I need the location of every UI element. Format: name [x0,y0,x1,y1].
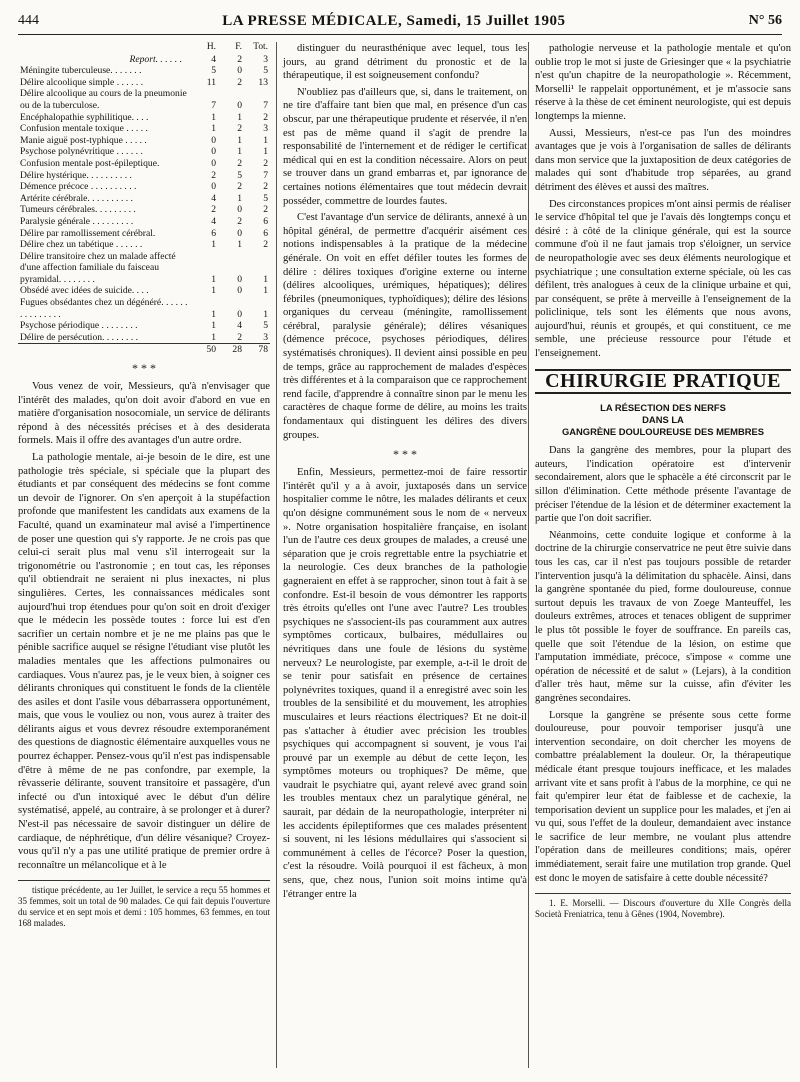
paragraph: C'est l'avantage d'un service de délirants, annexé à un hôpital général, de permettre d'acquérir aisément ces notions indispensables à la pratique de la médecine générale. On voit en effet défiler toutes les formes de délire : délires toxiques d'origine externe ou interne (délires alcooliques, urémiques, hépatiques); délires fébriles (pneumoniques, typhoïdiques); délire des lésions organiques du cerveau (méningite, ramollissement cérébral, paralysie générale); délires vésaniques (démence précoce, psychoses périodiques, délires systématisés chroniques). Il devient ainsi possible en peu de temps, grâce au rapprochement de malades d'espèces très différentes et à la comparaison que ce rapprochement rend facile, d'apprendre à connaître sinon par le menu les caractères de chaque forme de délire, au moins les traits fondamentaux qui distinguent les délires des divers groupes. [283,212,527,441]
row-tot: 2 [263,181,268,193]
table-row [18,320,270,332]
row-f: 1 [237,192,242,204]
table-row [18,77,270,89]
row-label: Confusion mentale post-épileptique. [20,157,160,169]
table-row [18,251,270,286]
table-row [18,65,270,77]
row-f: 0 [237,285,242,297]
footnote-rule [18,880,270,881]
row-label: Manie aiguë post-typhique . . . . . [20,134,147,146]
row-tot: 3 [263,331,268,343]
row-f: 4 [237,320,242,332]
paragraph: Dans la gangrène des membres, pour la plupart des auteurs, l'indication opératoire est d'intervenir secondairement, alors que le sphacèle a été circonscrit par le sillon d'élimination. Cette méthode présente l'avantage de préciser l'étendue de la lésion et de déterminer exactement la partie que l'on doit sacrifier. [535,445,791,525]
row-f: 2 [237,53,242,65]
row-h: 0 [211,181,216,193]
paragraph: Vous venez de voir, Messieurs, qu'à n'envisager que l'intérêt des malades, qu'on doit avoir d'abord en vue en matière d'organisation nosocomiale, un service de délirants répond à des nécessités précises et à des desiderata formels. Mais il offre des avantages d'un autre ordre. [18,381,270,447]
issue-number: N° 56 [748,13,782,28]
table-row [18,297,270,320]
row-tot: 2 [263,111,268,123]
row-label: Psychose polynévritique . . . . . . [20,146,143,158]
table-total-row [18,344,270,356]
table-row [18,239,270,251]
paragraph: La pathologie mentale, ai-je besoin de le dire, est une pathologie très spéciale, si spéciale que la plupart des étudiants et par conséquent des médecins se font comme un devoir de l'ignorer. On s'en aperçoit à la stupéfaction profonde que manifestent les candidats aux examens de la Faculté, quand un examinateur mal avisé a l'impertinence de poser une question qui s'y rapporte. Je ne crois pas que celui-ci serait plus mal venu s'il interrogeait sur la trigonométrie ou l'astronomie ; en tout cas, les réponses qu'il obtiendrait ne seraient ni plus inexactes, ni plus singulières. Certes, les connaissances médicales sont aujourd'hui trop étendues pour qu'on soit en droit d'exiger que le médecin les possède toutes : force lui est d'en sacrifier un certain nombre et je ne me plains pas que le pénible sacrifice auquel se résigne l'étudiant vise plutôt les maladies mentales que les affections pulmonaires ou cardiaques. Vous n'aurez pas, je le veux bien, à soigner ces délirants chroniques qui constituent le fonds de la clientèle des asiles et dont l'asile vous débarrassera opportunément, mais, que vous le vouliez ou non, vous aurez à traiter des délirants aigus et vous devrez résoudre extemporanément des questions de diagnostic élémentaire auxquelles vous ne pourrez échapper. Pensez-vous qu'il n'est pas indispensable d'être à même de ne pas confondre, par exemple, la rêvasserie délirante, souvent transitoire et passagère, d'un infecté ou d'un intoxiqué avec le début d'un délire systématisé, appelé, au contraire, à se prolonger et à durer? N'est-il pas nécessaire de savoir distinguer un délire de cardiaque, de néphrétique, d'un délire vésanique? Croyez-vous qu'il n'y a pas une utilité pratique de premier ordre à reconnaître un mélancolique et à le [18,452,270,871]
table-row [18,88,270,111]
asterism: * * * [393,447,417,462]
table-row [18,216,270,228]
row-tot: 5 [263,320,268,332]
column-1 [18,42,270,1068]
row-h: 0 [211,157,216,169]
table-header-label [18,42,192,54]
footnote-rule [535,893,791,894]
row-label: Délire par ramollissement cérébral. [20,227,156,239]
paragraph: distinguer du neurasthénique avec lequel, tous les jours, au grand détriment du pronostic et de la thérapeutique, il est soigneusement confondu? [283,43,527,82]
table-row [18,332,270,344]
total-h: 50 [192,344,218,356]
row-f: 1 [237,239,242,251]
column-2 [276,42,527,1068]
row-f: 0 [237,99,242,111]
row-label: Délire alcoolique simple . . . . . . [20,76,144,88]
row-tot: 3 [263,53,268,65]
journal-title: LA PRESSE MÉDICALE, Samedi, 15 Juillet 1905 [222,12,566,29]
row-label: Obsédé avec idées de suicide. . . . [20,285,149,297]
row-tot: 6 [263,227,268,239]
row-tot: 5 [263,65,268,77]
row-h: 0 [211,134,216,146]
table-row [18,228,270,240]
row-label: Délire hystérique. . . . . . . . . . [20,169,132,181]
row-h: 1 [211,273,216,285]
table-row [18,54,270,66]
row-tot: 6 [263,215,268,227]
row-h: 0 [211,146,216,158]
table-row [18,204,270,216]
row-f: 2 [237,331,242,343]
table-row [18,112,270,124]
paragraph: Des circonstances propices m'ont ainsi permis de réaliser le service d'hôpital tel que je l'avais dès longtemps conçu et désiré : à côté de la clinique générale, qui est la source commune d'où il ne faut jamais trop s'éloigner, un service de neuropathologie avec ses deux éléments neurologique et psychiatrique ; une consultation externe spéciale, où les cas défilent, très analogues à ceux de la clinique urbaine et qui, par conséquent, se prête à merveille à l'enseignement de la policlinique, tels sont les éléments que nous avons, aujourd'hui, réunis et groupés, et qui constituent, ce me semble, une précieuse ressource pour l'étude et l'enseignement. [535,198,791,360]
row-tot: 1 [263,273,268,285]
row-f: 2 [237,123,242,135]
row-label: Démence précoce . . . . . . . . . . [20,181,137,193]
footnote: 1. E. Morselli. — Discours d'ouverture du XIIe Congrès della Società Freniatrica, tenu à Gênes (1904, Novembre). [535,898,791,920]
row-tot: 2 [263,157,268,169]
section-title: CHIRURGIE PRATIQUE [535,369,791,395]
row-label: Délire de persécution. . . . . . . . [20,331,139,343]
row-label: Artérite cérébrale. . . . . . . . . . [20,192,133,204]
table-header-tot: Tot. [253,42,268,52]
row-h: 1 [211,308,216,320]
row-f: 2 [237,76,242,88]
row-f: 1 [237,134,242,146]
row-label: Délire chez un tabétique . . . . . . [20,239,143,251]
row-label: Méningite tuberculeuse. . . . . . . [20,65,142,77]
row-f: 0 [237,227,242,239]
row-label: Psychose périodique . . . . . . . . [20,320,138,332]
row-label: Confusion mentale toxique . . . . . [20,123,148,135]
row-tot: 2 [263,239,268,251]
table-row [18,181,270,193]
row-h: 4 [211,192,216,204]
table-row [18,285,270,297]
row-f: 0 [237,204,242,216]
row-label: Délire transitoire chez un malade affecté d'une affection familiale du faisceau pyramidal. . . . . . . . [20,250,176,285]
page-number: 444 [18,13,39,28]
table-row [18,193,270,205]
statistics-table [18,42,270,356]
table-row [18,170,270,182]
row-h: 11 [206,76,216,88]
row-label: Encéphalopathie syphilitique. . . . [20,111,149,123]
row-tot: 1 [263,308,268,320]
paragraph: Enfin, Messieurs, permettez-moi de faire ressortir l'intérêt qu'il y a à avoir, juxtaposés dans un service hospitalier comme le nôtre, les malades délirants et ceux qu'on désigne communément sous le nom de « nerveux ». Notre organisation hospitalière française, en isolant l'un de l'autre ces deux groupes de malades, a creusé une séparation que je crois regrettable entre la psychiatrie et la neurologie. Ces deux branches de la pathologie gagneraient en effet à se rapprocher, sinon tout à fait à se confondre. Est-il besoin de vous démontrer les rapports très étroits qu'elles ont l'une avec l'autre? Les troubles psychiques ne s'associent-ils pas couramment aux autres symptômes corticaux, bulbaires, médullaires ou névritiques dans une foule de lésions du système nerveux? Le neurologiste, par exemple, a-t-il le droit de se tenir pour satisfait en présence de certaines polynévrites toxiques, quand il a enregistré avec soin les troubles de la sensibilité et du mouvement, les atrophies musculaires et leurs réactions électriques? Et ne doit-il pas s'attacher à étudier avec précision les troubles psychiques qui accompagnent si souvent, je vous l'ai prouvé par un exemple au début de cette leçon, les symptômes moteurs ou trophiques? De même, que vaudrait le psychiatre qui, ayant relevé avec grand soin les troubles mentaux chez un paralytique général, ne saurait, par dédain de la neuropathologie, interpréter ni les accidents épileptiformes que ces malades présentent si souvent, ni les lésions médullaires qui s'associent si communément à celles de l'écorce? Poser la question, c'est la résoudre. Voilà pourquoi il est fâcheux, à mon sens, que, chez nous, l'union soit moins intime qu'à l'étranger entre la [283,467,527,900]
row-tot: 7 [263,169,268,181]
row-h: 6 [211,227,216,239]
row-h: 1 [211,123,216,135]
paragraph: Néanmoins, cette conduite logique et conforme à la doctrine de la chirurgie conservatrice ne peut être suivie dans tous les cas, car il n'est pas toujours possible de retarder l'intervention jusqu'à la délimitation du sphacèle. Ainsi, dans la gangrène spontanée du pied, forme douloureuse, connue surtout depuis les travaux de von Zoege Manteuffel, les douleurs extrêmes, atroces et tenaces obligent de supprimer le plus tôt possible le foyer de souffrance. En pareils cas, quelle que soit l'étendue de la lésion, on estime que l'amputation immédiate, précoce, s'impose « comme une opération de nécessité et de salut » (Lejars), à la condition d'aller très haut, même sur la cuisse, afin d'éviter les gangrènes secondaires. [535,529,791,704]
asterism: * * * [132,361,156,376]
row-h: 2 [211,169,216,181]
row-label: Paralysie générale . . . . . . . . . [20,215,134,227]
row-h: 1 [211,285,216,297]
row-h: 1 [211,320,216,332]
table-header-h: H. [206,42,216,52]
total-t: 78 [244,344,270,356]
row-h: 4 [211,215,216,227]
row-f: 5 [237,169,242,181]
row-label: Report. . . . . . [129,53,182,65]
page-header [18,8,782,35]
table-header-f: F. [235,42,242,52]
row-tot: 5 [263,192,268,204]
row-label: Tumeurs cérébrales. . . . . . . . . [20,204,136,216]
row-tot: 1 [263,285,268,297]
footnote: tistique précédente, au 1er Juillet, le service a reçu 55 hommes et 35 femmes, soit un total de 90 malades. Ce qui fait depuis l'ouverture du service et en sept mois et demi : 105 hommes, 63 femmes, en tout 168 malades. [18,885,270,929]
row-label: Fugues obsédantes chez un dégénéré. . . . . . . . . . . . . . . [20,297,188,320]
table-row [18,146,270,158]
table-header-row [18,42,270,54]
row-tot: 1 [263,146,268,158]
table-row [18,123,270,135]
row-f: 2 [237,181,242,193]
paragraph: N'oubliez pas d'ailleurs que, si, dans le traitement, on ne tire d'affaire tant bien que mal, en présence d'un cas obscur, par une thérapeutique prudente et réservée, il n'en est pas de même quand il s'agit de prendre la responsabilité de l'internement et de rédiger le certificat médical qui en est la condition nécessaire. Alors on peut se trouver dans un grand embarras et, par ignorance de certaines notions élémentaires que tout médecin devrait posséder, commettre de lourdes fautes. [283,86,527,207]
row-tot: 1 [263,134,268,146]
table-row [18,135,270,147]
row-h: 1 [211,239,216,251]
row-label: Délire alcoolique au cours de la pneumonie ou de la tuberculose. [20,88,187,111]
column-3 [528,42,791,1068]
paragraph: Aussi, Messieurs, n'est-ce pas l'un des moindres avantages que je vois à l'organisation de salles de délirants dans mon service que la juxtaposition de deux catégories de malades qui sont d'habitude trop séparées, au grand détriment des élèves et aussi des maîtres. [535,127,791,193]
row-f: 2 [237,157,242,169]
row-tot: 2 [263,204,268,216]
row-f: 1 [237,111,242,123]
paragraph: pathologie nerveuse et la pathologie mentale et qu'on oublie trop le mot si juste de Griesinger que « la psychiatrie n'est qu'un chapitre de la neuropathologie ». Récemment, Morselli¹ le rappelait opportunément, et je m'associe sans réserve à la thèse de cet éminent neurologiste, qui est depuis longtemps la mienne. [535,43,791,122]
article-title: LA RÉSECTION DES NERFS DANS LA GANGRÈNE DOULOUREUSE DES MEMBRES [561,402,765,438]
statistics-table-body [18,54,270,344]
row-h: 4 [211,53,216,65]
row-f: 2 [237,215,242,227]
row-tot: 3 [263,123,268,135]
row-h: 1 [211,331,216,343]
paragraph: Lorsque la gangrène se présente sous cette forme douloureuse, pour pouvoir temporiser jusqu'à une intervention secondaire, on doit chercher les moyens de combattre préalablement la douleur. Or, la thérapeutique médicale étant presque toujours inefficace, et les malades arrivant vite et sans profit à l'abus de la morphine, ce qui ne fait qu'empirer leur état de faiblesse et de cachexie, la temporisation devient un supplice pour les malades, et j'en ai vu qui, sous l'effet de la douleur, demandaient avec instance le sacrifice de leur membre, ne voulant plus attendre l'opération dans de meilleures conditions; mais, opérer immédiatement, serait faire une mutilation trop grande. Quel est donc le moyen de satisfaire à cette double nécessité? [535,709,791,884]
row-tot: 7 [263,99,268,111]
row-tot: 13 [258,76,268,88]
row-f: 0 [237,65,242,77]
row-f: 0 [237,308,242,320]
row-h: 2 [211,204,216,216]
row-f: 1 [237,146,242,158]
total-f: 28 [218,344,244,356]
row-f: 0 [237,273,242,285]
table-row [18,158,270,170]
article-body [535,444,791,885]
row-h: 5 [211,65,216,77]
row-h: 7 [211,99,216,111]
row-h: 1 [211,111,216,123]
